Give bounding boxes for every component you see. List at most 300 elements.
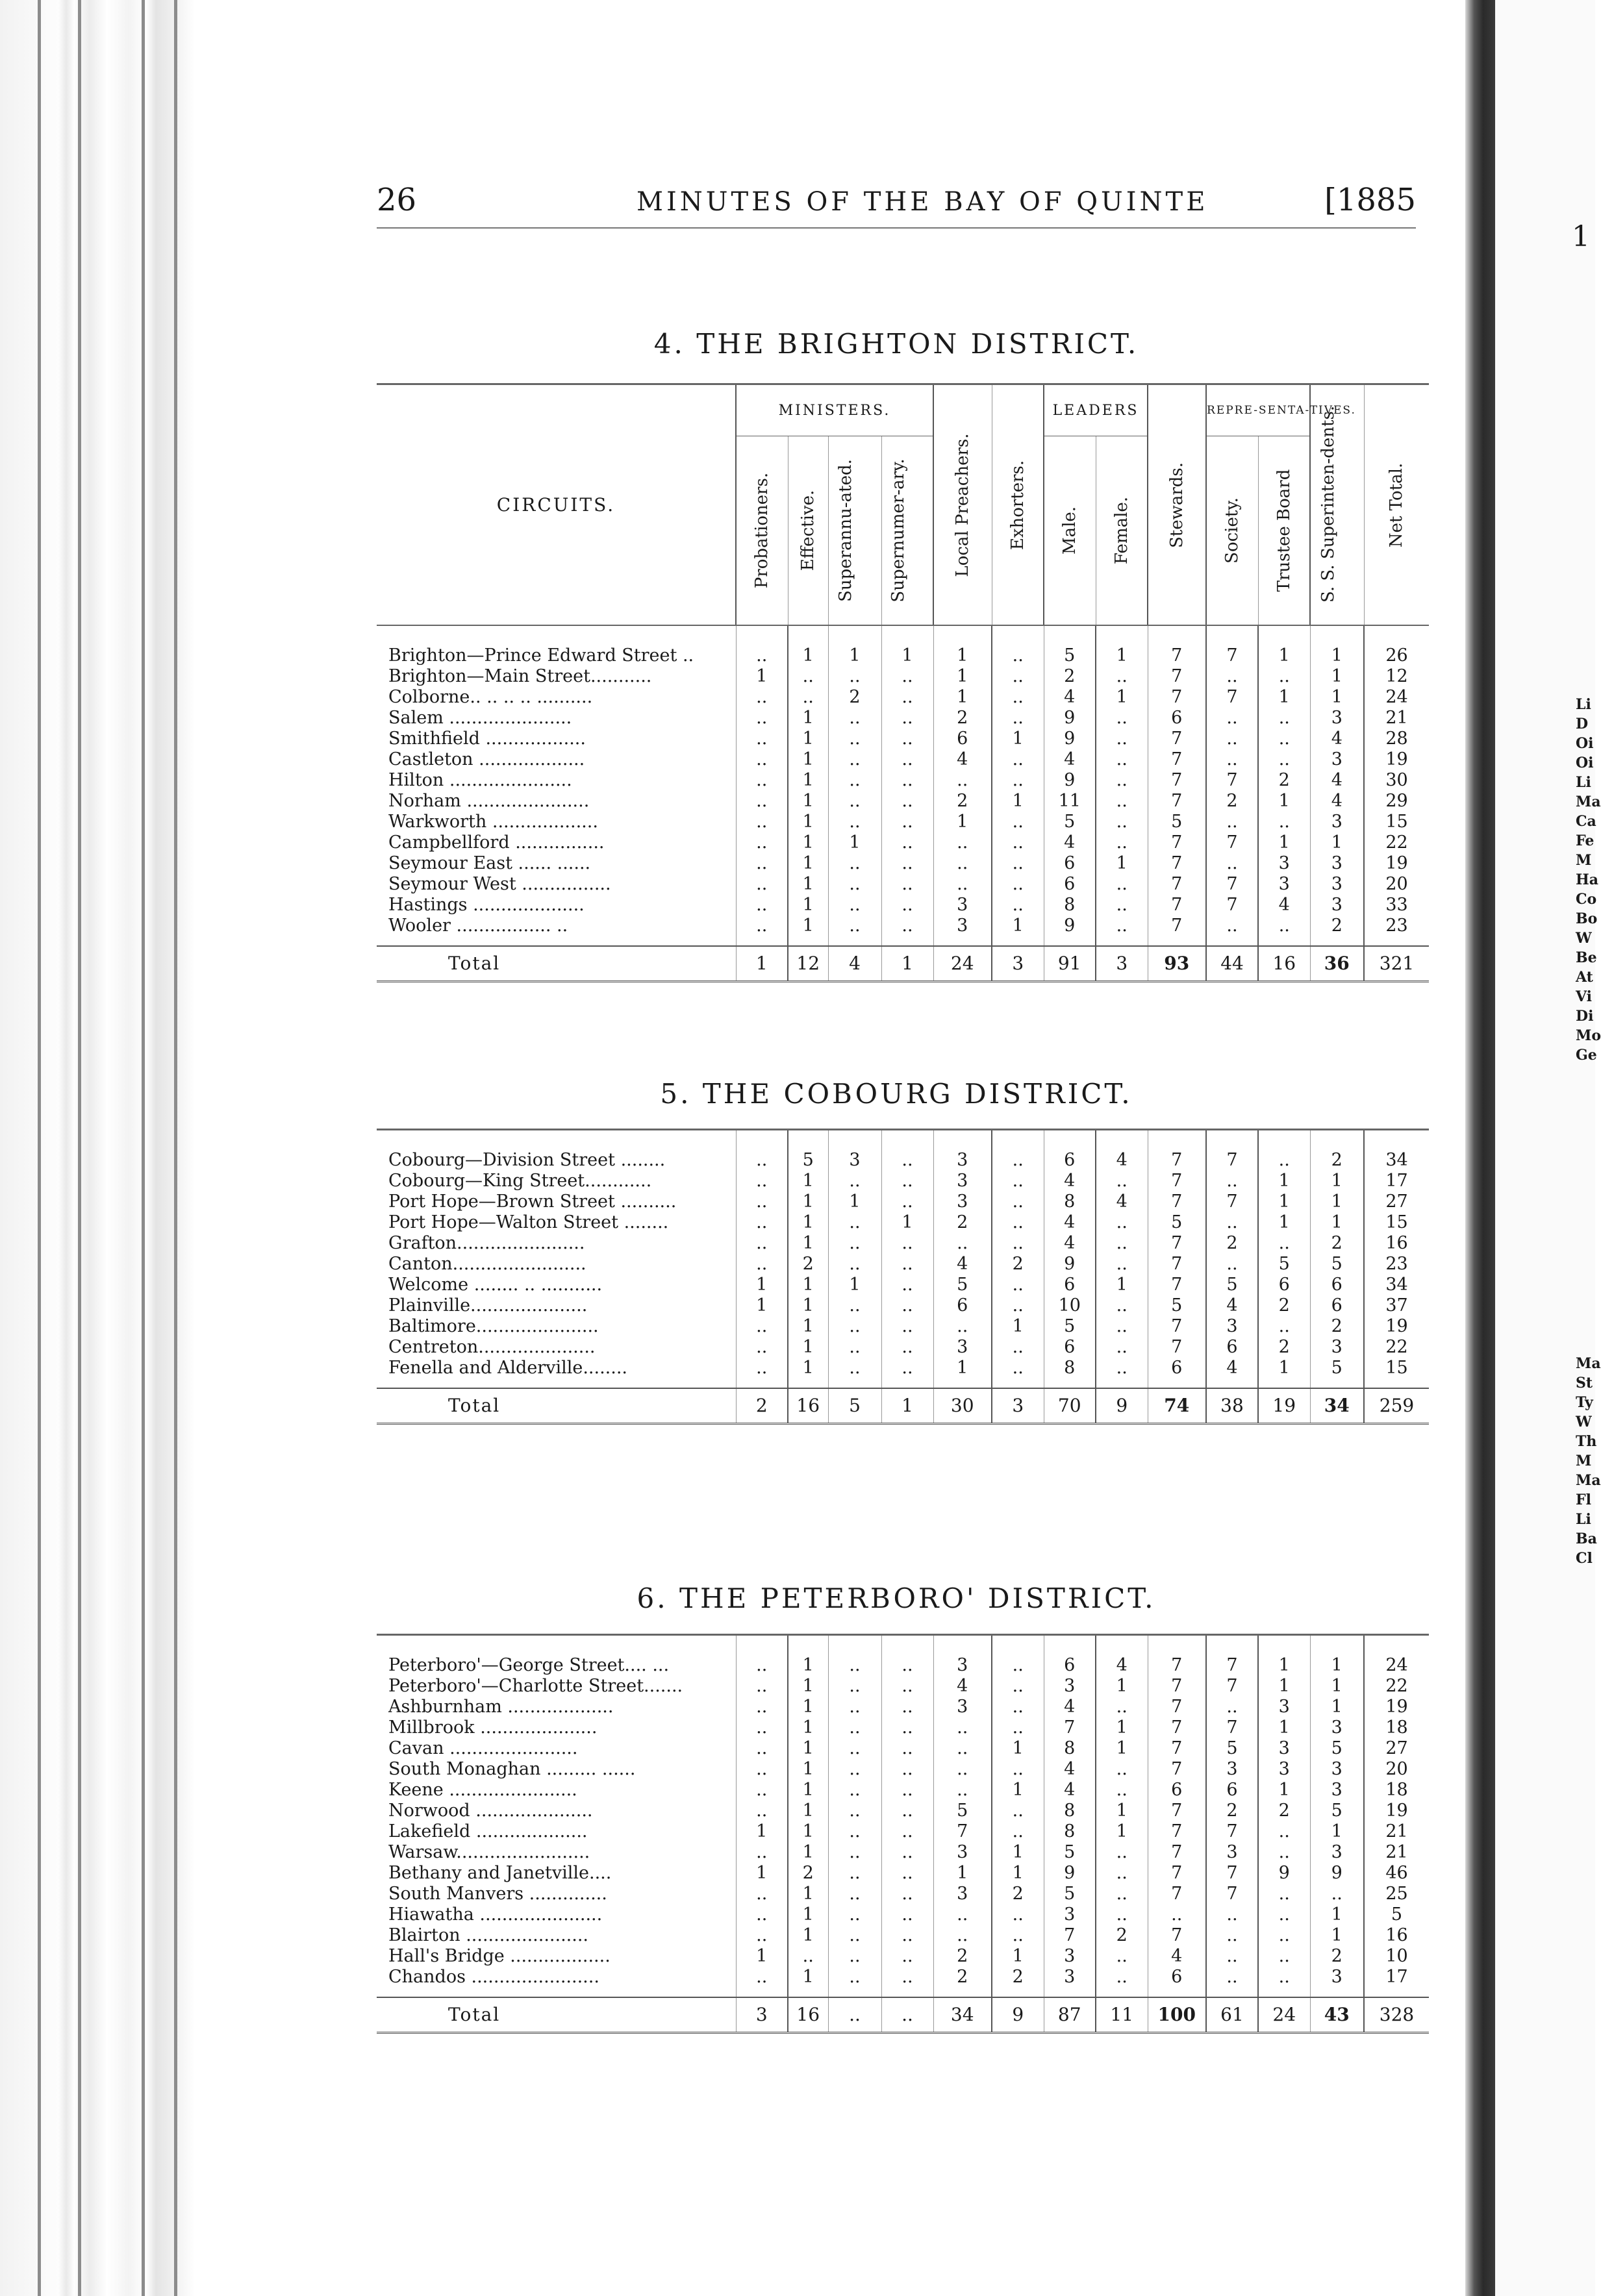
- total-value: 9: [1096, 1388, 1148, 1424]
- total-value: 16: [788, 1997, 828, 2033]
- total-value: 24: [933, 946, 992, 982]
- cell-value: 5: [1044, 1884, 1096, 1904]
- total-value: 9: [992, 1997, 1044, 2033]
- adjacent-page-text: Th: [1576, 1433, 1597, 1450]
- adjacent-page-text: Li: [1576, 774, 1591, 791]
- cell-value: ..: [1206, 1171, 1258, 1192]
- cell-value: 4: [933, 1254, 992, 1275]
- cell-value: ..: [736, 1635, 788, 1677]
- cell-value: 7: [1206, 1717, 1258, 1738]
- cell-value: ..: [881, 1967, 933, 1997]
- cell-value: 4: [1044, 1171, 1096, 1192]
- cell-value: ..: [1096, 1842, 1148, 1863]
- cell-value: 9: [1310, 1863, 1364, 1884]
- cell-value: 3: [1310, 895, 1364, 916]
- circuit-name: Grafton.......................: [388, 1233, 585, 1253]
- cell-value: 1: [1310, 1212, 1364, 1233]
- cell-value: 8: [1044, 1192, 1096, 1212]
- table-row: [377, 666, 1429, 687]
- cell-value: 6: [1044, 853, 1096, 874]
- cell-value: ..: [828, 1884, 881, 1904]
- cell-value: 1: [788, 1212, 828, 1233]
- cell-value: 7: [1206, 1635, 1258, 1677]
- cell-value: 24: [1364, 1635, 1429, 1677]
- cell-value: 27: [1364, 1192, 1429, 1212]
- cell-value: 7: [1206, 1676, 1258, 1697]
- cell-value: ..: [881, 666, 933, 687]
- cell-value: 7: [1206, 1821, 1258, 1842]
- cell-value: 1: [828, 832, 881, 853]
- cell-value: ..: [933, 874, 992, 895]
- cell-value: 2: [933, 1946, 992, 1967]
- table-row: [377, 1738, 1429, 1759]
- cell-value: 6: [1148, 1358, 1206, 1388]
- cell-value: ..: [881, 1171, 933, 1192]
- cell-value: 7: [1148, 1233, 1206, 1254]
- cell-value: 1: [788, 1780, 828, 1801]
- adjacent-page-text: Fl: [1576, 1491, 1591, 1508]
- cell-value: 3: [1044, 1676, 1096, 1697]
- cell-value: 1: [1258, 832, 1310, 853]
- circuit-name: Hilton ......................: [388, 770, 572, 790]
- adjacent-page-text: Ge: [1576, 1047, 1597, 1064]
- cell-value: 4: [1258, 895, 1310, 916]
- table-row: [377, 1192, 1429, 1212]
- cell-value: ..: [881, 1946, 933, 1967]
- cell-value: 1: [1310, 1821, 1364, 1842]
- cell-value: 5: [1310, 1254, 1364, 1275]
- table-row: [377, 1295, 1429, 1316]
- cell-value: 6: [1044, 1275, 1096, 1295]
- total-value: 3: [1096, 946, 1148, 982]
- cell-value: 3: [933, 1192, 992, 1212]
- cell-value: ..: [881, 729, 933, 749]
- cell-value: 1: [1310, 1171, 1364, 1192]
- cell-value: ..: [933, 1759, 992, 1780]
- cell-value: 3: [933, 1697, 992, 1717]
- cell-value: 1: [1096, 1821, 1148, 1842]
- cell-value: ..: [828, 1821, 881, 1842]
- leaders-group-header: LEADERS: [1044, 384, 1148, 436]
- cell-value: ..: [881, 1821, 933, 1842]
- cell-value: 26: [1364, 625, 1429, 666]
- cell-value: 34: [1364, 1130, 1429, 1171]
- total-value: 328: [1364, 1997, 1429, 2033]
- cell-value: ..: [1096, 1233, 1148, 1254]
- cell-value: 3: [1310, 708, 1364, 729]
- cell-value: ..: [1206, 853, 1258, 874]
- circuit-name: Canton........................: [388, 1254, 586, 1274]
- cell-value: 6: [1206, 1337, 1258, 1358]
- cell-value: ..: [1258, 666, 1310, 687]
- cell-value: 4: [1096, 1192, 1148, 1212]
- cell-value: ..: [881, 1275, 933, 1295]
- cell-value: ..: [1206, 916, 1258, 946]
- cell-value: ..: [1148, 1904, 1206, 1925]
- total-value: 93: [1148, 946, 1206, 982]
- probationers-header: Probationers.: [736, 436, 788, 626]
- cell-value: 4: [1044, 1759, 1096, 1780]
- cell-value: ..: [736, 812, 788, 832]
- cell-value: ..: [992, 1925, 1044, 1946]
- cell-value: 1: [788, 1337, 828, 1358]
- adjacent-page-text: Fe: [1576, 832, 1595, 849]
- cell-value: 1: [992, 1863, 1044, 1884]
- cell-value: 1: [788, 1192, 828, 1212]
- cell-value: ..: [828, 1337, 881, 1358]
- cell-value: ..: [881, 812, 933, 832]
- cell-value: 4: [1044, 1780, 1096, 1801]
- cell-value: 1: [1258, 1635, 1310, 1677]
- cell-value: 9: [1044, 916, 1096, 946]
- total-value: 4: [828, 946, 881, 982]
- page-edge-line: [142, 0, 145, 2296]
- cell-value: ..: [1258, 1130, 1310, 1171]
- cell-value: ..: [992, 625, 1044, 666]
- total-value: 16: [788, 1388, 828, 1424]
- table-row: [377, 1821, 1429, 1842]
- cell-value: 2: [1310, 1946, 1364, 1967]
- trustee-board-header: Trustee Board: [1258, 436, 1310, 626]
- cell-value: ..: [736, 853, 788, 874]
- table-row: [377, 874, 1429, 895]
- cell-value: ..: [828, 853, 881, 874]
- table-row: [377, 708, 1429, 729]
- cell-value: ..: [881, 895, 933, 916]
- cell-value: ..: [881, 1925, 933, 1946]
- cell-value: 1: [788, 1358, 828, 1388]
- cell-value: 18: [1364, 1780, 1429, 1801]
- cell-value: 5: [933, 1801, 992, 1821]
- cell-value: ..: [1096, 1316, 1148, 1337]
- cell-value: ..: [1096, 791, 1148, 812]
- cell-value: 1: [788, 1967, 828, 1997]
- cell-value: 3: [1310, 1717, 1364, 1738]
- cell-value: 7: [1148, 1925, 1206, 1946]
- table-row: [377, 1717, 1429, 1738]
- cell-value: ..: [881, 1842, 933, 1863]
- cell-value: ..: [828, 770, 881, 791]
- cell-value: 7: [1206, 1130, 1258, 1171]
- cell-value: ..: [1258, 1967, 1310, 1997]
- circuit-name: Bethany and Janetville....: [388, 1863, 612, 1883]
- cell-value: 20: [1364, 1759, 1429, 1780]
- adjacent-page-text: Ma: [1576, 1472, 1601, 1489]
- total-value: 30: [933, 1388, 992, 1424]
- cell-value: 10: [1364, 1946, 1429, 1967]
- cell-value: ..: [992, 1192, 1044, 1212]
- cell-value: 1: [788, 1925, 828, 1946]
- table-row: [377, 1967, 1429, 1997]
- cell-value: 1: [736, 1946, 788, 1967]
- cell-value: 1: [736, 1275, 788, 1295]
- cell-value: 3: [1258, 874, 1310, 895]
- cell-value: ..: [736, 895, 788, 916]
- cell-value: ..: [828, 666, 881, 687]
- cell-value: 29: [1364, 791, 1429, 812]
- total-value: 259: [1364, 1388, 1429, 1424]
- circuit-name: Port Hope—Walton Street ........: [388, 1212, 669, 1232]
- cell-value: ..: [992, 1130, 1044, 1171]
- running-header: [377, 182, 1416, 229]
- cell-value: ..: [992, 1717, 1044, 1738]
- cell-value: 4: [1148, 1946, 1206, 1967]
- cell-value: ..: [828, 1358, 881, 1388]
- cell-value: 1: [1258, 791, 1310, 812]
- cell-value: 7: [1206, 1884, 1258, 1904]
- superannuated-header: Superannu-ated.: [828, 436, 881, 626]
- total-value: 34: [1310, 1388, 1364, 1424]
- cell-value: ..: [1206, 729, 1258, 749]
- cell-value: 3: [1310, 1842, 1364, 1863]
- circuit-name: Port Hope—Brown Street ..........: [388, 1192, 677, 1212]
- cell-value: 4: [1044, 832, 1096, 853]
- district-title: 4. THE BRIGHTON DISTRICT.: [653, 328, 1139, 360]
- cell-value: ..: [1258, 708, 1310, 729]
- total-value: 87: [1044, 1997, 1096, 2033]
- page-edge-line: [38, 0, 41, 2296]
- cell-value: ..: [933, 853, 992, 874]
- cell-value: ..: [1258, 1821, 1310, 1842]
- cell-value: 19: [1364, 1801, 1429, 1821]
- table-body: [377, 625, 1429, 982]
- circuit-name: Castleton ...................: [388, 749, 585, 769]
- cell-value: 23: [1364, 916, 1429, 946]
- cell-value: ..: [736, 729, 788, 749]
- cell-value: 7: [1148, 1130, 1206, 1171]
- cell-value: 5: [1310, 1801, 1364, 1821]
- cell-value: 1: [788, 791, 828, 812]
- cell-value: 2: [788, 1254, 828, 1275]
- total-value: 16: [1258, 946, 1310, 982]
- cell-value: 7: [1148, 1738, 1206, 1759]
- total-row: [377, 946, 1429, 982]
- cell-value: 1: [1310, 832, 1364, 853]
- cell-value: ..: [992, 874, 1044, 895]
- cell-value: ..: [881, 687, 933, 708]
- cell-value: 1: [992, 729, 1044, 749]
- cell-value: ..: [828, 1967, 881, 1997]
- cell-value: ..: [788, 666, 828, 687]
- table-row: [377, 749, 1429, 770]
- cell-value: ..: [992, 812, 1044, 832]
- cell-value: 19: [1364, 1316, 1429, 1337]
- cell-value: ..: [1258, 1925, 1310, 1946]
- cell-value: 1: [788, 1171, 828, 1192]
- cell-value: ..: [881, 708, 933, 729]
- cell-value: ..: [992, 1904, 1044, 1925]
- cell-value: 3: [1310, 1780, 1364, 1801]
- table-row: [377, 1337, 1429, 1358]
- cell-value: ..: [992, 1821, 1044, 1842]
- total-value: 11: [1096, 1997, 1148, 2033]
- cell-value: 3: [933, 1337, 992, 1358]
- cell-value: ..: [933, 1316, 992, 1337]
- cell-value: 7: [1148, 1717, 1206, 1738]
- cell-value: 6: [1148, 708, 1206, 729]
- cell-value: 7: [1148, 687, 1206, 708]
- district-title: 6. THE PETERBORO' DISTRICT.: [637, 1582, 1156, 1614]
- cell-value: ..: [881, 1759, 933, 1780]
- cell-value: ..: [828, 1780, 881, 1801]
- cell-value: ..: [933, 1738, 992, 1759]
- cell-value: 6: [1044, 874, 1096, 895]
- cell-value: 5: [1044, 812, 1096, 832]
- cell-value: 7: [1206, 874, 1258, 895]
- table-row: [377, 1801, 1429, 1821]
- cell-value: 1: [788, 832, 828, 853]
- cell-value: ..: [828, 1316, 881, 1337]
- cell-value: 7: [1206, 687, 1258, 708]
- circuit-name: Wooler ................. ..: [388, 916, 568, 936]
- cell-value: ..: [992, 1337, 1044, 1358]
- cell-value: 16: [1364, 1233, 1429, 1254]
- cell-value: ..: [736, 1967, 788, 1997]
- cell-value: ..: [1096, 812, 1148, 832]
- cell-value: 7: [1148, 1316, 1206, 1337]
- cell-value: 22: [1364, 832, 1429, 853]
- cell-value: 1: [788, 770, 828, 791]
- cell-value: 4: [1044, 1233, 1096, 1254]
- total-value: 91: [1044, 946, 1096, 982]
- cell-value: ..: [933, 832, 992, 853]
- total-value: 12: [788, 946, 828, 982]
- cell-value: ..: [992, 1295, 1044, 1316]
- cell-value: ..: [828, 1738, 881, 1759]
- table-row: [377, 916, 1429, 946]
- adjacent-page-text: Ha: [1576, 871, 1599, 888]
- cell-value: ..: [881, 1780, 933, 1801]
- circuit-name: Seymour West ................: [388, 874, 611, 894]
- cell-value: 1: [933, 666, 992, 687]
- cell-value: 6: [933, 729, 992, 749]
- cell-value: 19: [1364, 853, 1429, 874]
- cell-value: 9: [1044, 1254, 1096, 1275]
- cell-value: ..: [1206, 666, 1258, 687]
- ss-superintendents-header: S. S. Superinten-dents.: [1310, 384, 1364, 626]
- representatives-group-header: REPRE-SENTA-TIVES.: [1206, 384, 1310, 436]
- total-value: ..: [828, 1997, 881, 2033]
- adjacent-page-text: Li: [1576, 696, 1591, 713]
- cell-value: 23: [1364, 1254, 1429, 1275]
- circuit-name: Lakefield ....................: [388, 1821, 588, 1841]
- cell-value: 2: [1310, 1130, 1364, 1171]
- cell-value: 1: [1310, 1676, 1364, 1697]
- cell-value: 3: [1258, 1738, 1310, 1759]
- cell-value: 7: [1148, 1842, 1206, 1863]
- cell-value: 1: [1310, 687, 1364, 708]
- cell-value: ..: [1258, 1842, 1310, 1863]
- cell-value: ..: [1096, 895, 1148, 916]
- cell-value: 3: [1206, 1842, 1258, 1863]
- cell-value: 5: [1310, 1358, 1364, 1388]
- cell-value: ..: [828, 708, 881, 729]
- cell-value: ..: [828, 1233, 881, 1254]
- cell-value: ..: [881, 832, 933, 853]
- adjacent-page-text: M: [1576, 1453, 1592, 1469]
- circuit-name: Welcome ........ .. ...........: [388, 1275, 603, 1295]
- cell-value: 1: [788, 625, 828, 666]
- cell-value: 19: [1364, 749, 1429, 770]
- cell-value: 15: [1364, 1358, 1429, 1388]
- cell-value: 3: [933, 1884, 992, 1904]
- total-value: 34: [933, 1997, 992, 2033]
- cell-value: 5: [1148, 812, 1206, 832]
- cell-value: 7: [1206, 770, 1258, 791]
- cell-value: ..: [881, 916, 933, 946]
- table-row: [377, 1171, 1429, 1192]
- cell-value: 6: [1206, 1780, 1258, 1801]
- cell-value: 46: [1364, 1863, 1429, 1884]
- exhorters-header: Exhorters.: [992, 384, 1044, 626]
- cell-value: 1: [788, 1884, 828, 1904]
- cell-value: ..: [736, 625, 788, 666]
- total-value: 1: [881, 1388, 933, 1424]
- circuit-name: Keene .......................: [388, 1780, 577, 1800]
- cell-value: 1: [828, 1275, 881, 1295]
- cell-value: 3: [1206, 1759, 1258, 1780]
- cell-value: 7: [1148, 1254, 1206, 1275]
- cell-value: 21: [1364, 708, 1429, 729]
- cell-value: ..: [736, 687, 788, 708]
- cell-value: ..: [881, 1635, 933, 1677]
- cell-value: 1: [992, 916, 1044, 946]
- cell-value: ..: [1206, 1212, 1258, 1233]
- circuit-name: Salem ......................: [388, 708, 572, 728]
- cell-value: 6: [1148, 1780, 1206, 1801]
- cell-value: ..: [992, 832, 1044, 853]
- cell-value: ..: [1258, 1316, 1310, 1337]
- cell-value: ..: [736, 1192, 788, 1212]
- cell-value: ..: [1206, 1904, 1258, 1925]
- cell-value: ..: [828, 729, 881, 749]
- cell-value: 7: [1148, 666, 1206, 687]
- cell-value: 8: [1044, 895, 1096, 916]
- table-row: [377, 1904, 1429, 1925]
- cell-value: 1: [788, 812, 828, 832]
- cell-value: 4: [1096, 1635, 1148, 1677]
- cell-value: 18: [1364, 1717, 1429, 1738]
- cell-value: ..: [992, 749, 1044, 770]
- cell-value: ..: [736, 832, 788, 853]
- cell-value: 8: [1044, 1358, 1096, 1388]
- cell-value: 1: [736, 1863, 788, 1884]
- cell-value: 1: [788, 874, 828, 895]
- table-row: [377, 812, 1429, 832]
- cell-value: ..: [736, 1676, 788, 1697]
- circuit-name: Cavan .......................: [388, 1738, 578, 1758]
- cell-value: ..: [736, 749, 788, 770]
- cell-value: 3: [1310, 1967, 1364, 1997]
- cell-value: 1: [1096, 687, 1148, 708]
- cell-value: 1: [1310, 1192, 1364, 1212]
- cell-value: ..: [1206, 708, 1258, 729]
- cell-value: 17: [1364, 1171, 1429, 1192]
- table-row: [377, 625, 1429, 666]
- cell-value: 4: [1206, 1295, 1258, 1316]
- circuit-name: Peterboro'—Charlotte Street.......: [388, 1676, 683, 1696]
- cell-value: 1: [992, 1946, 1044, 1967]
- cell-value: 7: [1148, 895, 1206, 916]
- cell-value: ..: [1258, 749, 1310, 770]
- total-value: 2: [736, 1388, 788, 1424]
- cell-value: 7: [1148, 791, 1206, 812]
- circuit-name: Plainville.....................: [388, 1295, 588, 1316]
- circuit-name: Norwood .....................: [388, 1801, 593, 1821]
- cell-value: ..: [881, 1717, 933, 1738]
- cell-value: 5: [1310, 1738, 1364, 1759]
- total-label: Total: [377, 946, 736, 982]
